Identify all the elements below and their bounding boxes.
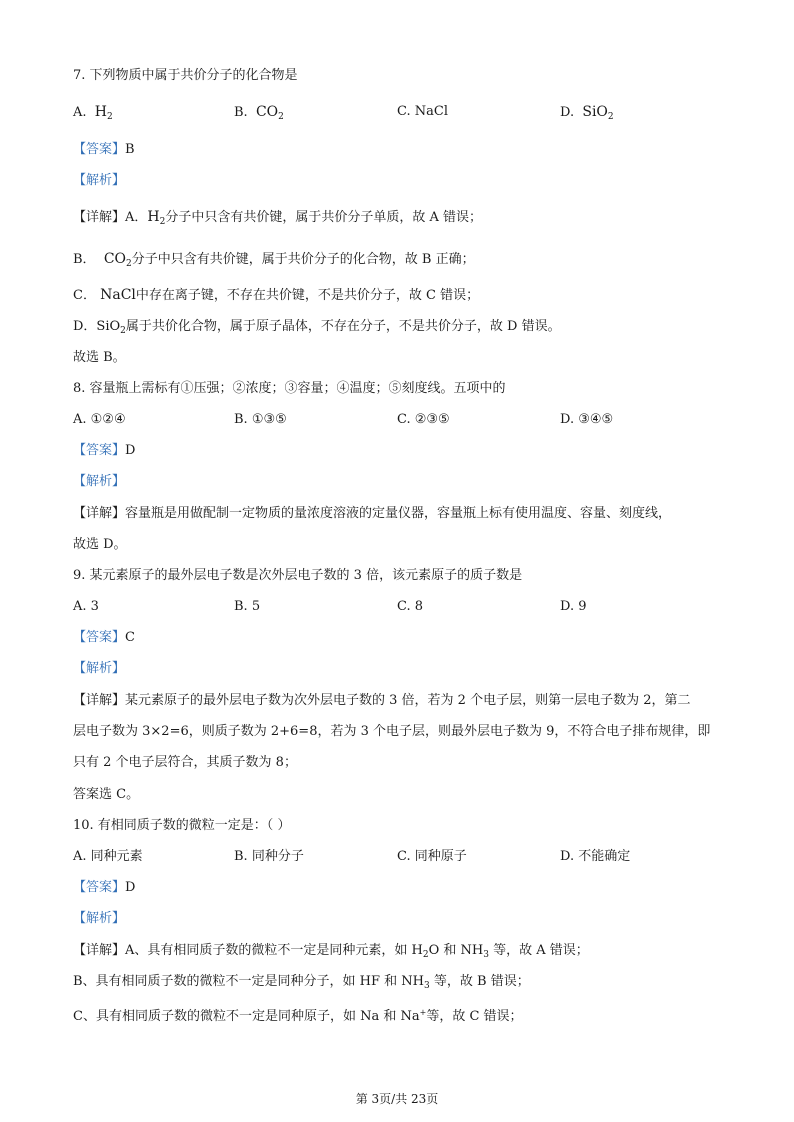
q10-stem: 10. 有相同质子数的微粒一定是：（ ） (73, 818, 291, 833)
q7-option-b: B. $CO_2$ (234, 104, 284, 122)
q9-detail-2: 层电子数为 3×2=6，则质子数为 2+6=8，若为 3 个电子层，则最外层电子数为 9，不符合电子排布规律，即 (73, 724, 711, 739)
q7-option-c: C. NaCl (397, 104, 448, 119)
q8-detail: 【详解】容量瓶是用做配制一定物质的量浓度溶液的定量仪器，容量瓶上标有使用温度、容量、刻度线， (73, 506, 672, 521)
q9-option-d: D. 9 (560, 599, 587, 614)
q10-detail-1: 【详解】A、具有相同质子数的微粒不一定是同种元素，如 $H_2O$ 和 $NH_3$ 等，故 A 错误； (73, 943, 589, 960)
q9-conclusion: 答案选 C。 (73, 787, 140, 802)
q8-stem: 8. 容量瓶上需标有①压强；②浓度；③容量；④温度；⑤刻度线。五项中的 (73, 381, 506, 396)
q9-analysis-tag: 【解析】 (73, 661, 126, 676)
q7-detail-2: B． $CO_2$分子中只含有共价键，属于共价分子的化合物，故 B 正确； (73, 251, 475, 269)
q10-option-d: D. 不能确定 (560, 849, 631, 864)
q9-option-a: A. 3 (73, 599, 99, 614)
q9-detail-1: 【详解】某元素原子的最外层电子数为次外层电子数的 3 倍，若为 2 个电子层，则第一层电子数为 2，第二 (73, 693, 691, 708)
q7-stem: 7. 下列物质中属于共价分子的化合物是 (73, 68, 298, 83)
q8-option-b: B. ①③⑤ (234, 412, 287, 427)
q8-conclusion: 故选 D。 (73, 537, 127, 552)
q9-option-b: B. 5 (234, 599, 261, 614)
q9-option-c: C. 8 (397, 599, 424, 614)
q7-detail-3: C． NaCl中存在离子键，不存在共价键，不是共价分子，故 C 错误； (73, 287, 480, 303)
q7-option-d: D. SiO$_2$ (560, 104, 614, 122)
page-footer: 第 3页/共 23页 (355, 1092, 439, 1106)
q8-analysis-tag: 【解析】 (73, 474, 126, 489)
q8-option-c: C. ②③⑤ (397, 412, 450, 427)
q10-analysis-tag: 【解析】 (73, 911, 126, 926)
q10-detail-3: C、具有相同质子数的微粒不一定是同种原子，如 Na 和 Na+等，故 C 错误； (73, 1008, 523, 1024)
q8-option-a: A. ①②④ (73, 412, 126, 427)
q8-option-d: D. ③④⑤ (560, 412, 614, 427)
q10-option-c: C. 同种原子 (397, 849, 467, 864)
q7-option-a: A. $H_2$ (73, 104, 113, 122)
q10-answer: 【答案】D (73, 880, 136, 895)
q7-conclusion: 故选 B。 (73, 350, 126, 365)
q10-option-a: A. 同种元素 (73, 849, 143, 864)
q10-option-b: B. 同种分子 (234, 849, 304, 864)
q9-stem: 9. 某元素原子的最外层电子数是次外层电子数的 3 倍，该元素原子的质子数是 (73, 568, 523, 583)
q7-detail-1: 【详解】A．$H_2$分子中只含有共价键，属于共价分子单质，故 A 错误； (73, 209, 483, 227)
q7-analysis-tag: 【解析】 (73, 173, 126, 188)
q8-answer: 【答案】D (73, 443, 136, 458)
q9-answer: 【答案】C (73, 630, 135, 645)
q7-detail-4: D．SiO$_2$属于共价化合物，属于原子晶体，不存在分子，不是共价分子，故 D 错误。 (73, 319, 561, 336)
q10-detail-2: B、具有相同质子数的微粒不一定是同种分子，如 HF 和 $NH_3$ 等，故 B 错误； (73, 974, 530, 991)
q7-answer: 【答案】B (73, 142, 135, 157)
q9-detail-3: 只有 2 个电子层符合，其质子数为 8； (73, 755, 297, 770)
